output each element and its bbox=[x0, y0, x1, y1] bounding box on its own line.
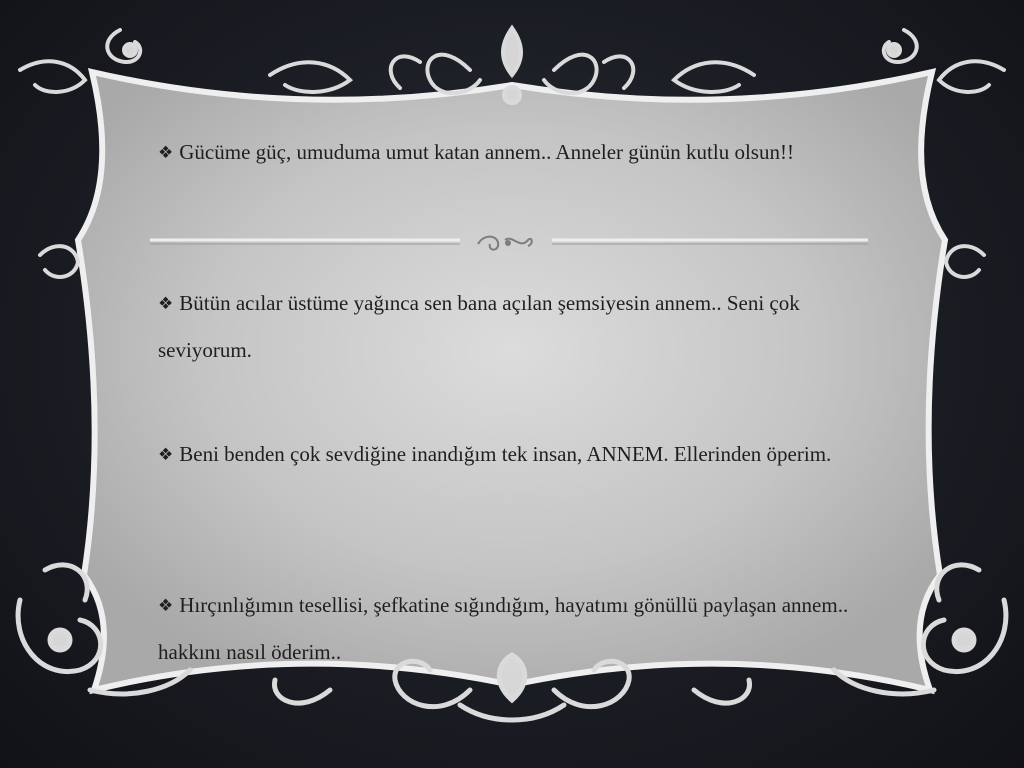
paragraph-2 bbox=[158, 281, 858, 373]
top-ornament bbox=[270, 28, 754, 103]
paragraph-3-text: Beni benden çok sevdiğine inandığım tek insan, ANNEM. Ellerinden öperim. bbox=[179, 442, 832, 466]
bullet-icon: ❖ bbox=[158, 445, 174, 465]
bullet-icon: ❖ bbox=[158, 143, 174, 163]
side-ornament-left bbox=[40, 246, 78, 277]
paragraph-4-text: Hırçınlığımın tesellisi, şefkatine sığındığım, hayatımı gönüllü paylaşan annem.. hakkını nasıl öderim.. bbox=[158, 593, 849, 664]
paragraph-4 bbox=[158, 583, 858, 675]
side-ornament-right bbox=[946, 246, 984, 277]
bullet-icon: ❖ bbox=[158, 596, 174, 616]
paragraph-1 bbox=[158, 130, 858, 177]
paragraph-3 bbox=[158, 432, 858, 479]
paragraph-1-text: Gücüme güç, umuduma umut katan annem.. Anneler günün kutlu olsun!! bbox=[179, 140, 794, 164]
paragraph-2-text: Bütün acılar üstüme yağınca sen bana açılan şemsiyesin annem.. Seni çok seviyorum. bbox=[158, 291, 800, 362]
bullet-icon: ❖ bbox=[158, 294, 174, 314]
